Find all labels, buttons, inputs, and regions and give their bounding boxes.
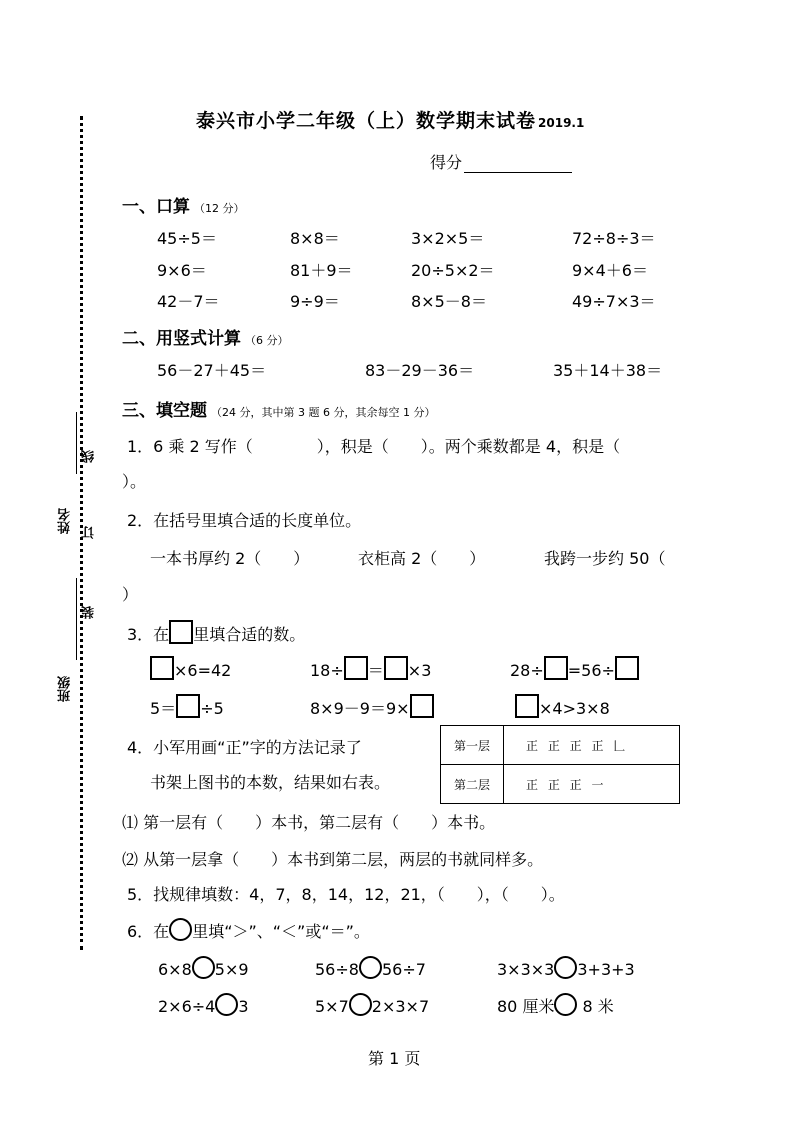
section-3-title: 三、填空题 （24 分，其中第 3 题 6 分，其余每空 1 分） [122,401,436,421]
compare-item: 3×3×3 3+3+3 [497,956,635,979]
calc-item: 20÷5×2＝ [411,261,495,280]
answer-box[interactable] [384,656,408,680]
answer-circle[interactable] [192,956,215,979]
q3-item: 18÷ ＝ ×3 [310,656,431,681]
answer-box[interactable] [169,620,193,644]
question-4-line2: 书架上图书的本数，结果如右表。 [150,773,391,792]
compare-item: 2×6÷4 3 [158,993,249,1016]
tally-table [440,725,680,804]
calc-item: 42－7＝ [157,292,220,311]
calc-item: 9÷9＝ [290,292,340,311]
page-number: 第 1 页 [368,1049,421,1068]
q2-book: 一本书厚约 2（ ） [150,549,310,568]
answer-circle[interactable] [169,918,192,941]
vertical-calc-item: 83－29－36＝ [365,361,475,380]
class-label: 班级 [58,676,73,702]
calc-item: 72÷8÷3＝ [572,229,656,248]
name-underline [76,412,77,474]
section-1-title: 一、口算 （12 分） [122,197,245,217]
table-row [441,726,680,765]
binding-xian: 线 [82,450,97,463]
name-label: 姓名 [58,508,73,534]
compare-item: 6×8 5×9 [158,956,249,979]
vertical-calc-item: 35＋14＋38＝ [553,361,663,380]
q3-item: 8×9－9＝9× [310,694,434,719]
binding-zhuang: 装 [82,606,97,619]
q2-step: 我跨一步约 50（ [544,549,666,568]
calc-item: 8×5－8＝ [411,292,487,311]
question-2: 2．在括号里填合适的长度单位。 [127,511,362,530]
answer-box[interactable] [615,656,639,680]
question-5: 5．找规律填数：4，7，8，14，12，21，（ ），（ ）。 [127,885,565,904]
vertical-calc-item: 56－27＋45＝ [157,361,267,380]
calc-item: 81＋9＝ [290,261,353,280]
question-4-1: ⑴ 第一层有（ ）本书，第二层有（ ）本书。 [122,813,496,832]
page-title: 泰兴市小学二年级（上）数学期末试卷 2019.1 [196,110,585,132]
question-4: 4．小军用画“正”字的方法记录了 [127,738,362,757]
calc-item: 49÷7×3＝ [572,292,656,311]
q2-end: ） [122,585,139,604]
question-3: 3．在 里填合适的数。 [127,620,305,645]
tally-head: 第一层 [441,726,504,765]
calc-item: 8×8＝ [290,229,340,248]
binding-ding: 订 [82,526,97,539]
calc-item: 45÷5＝ [157,229,217,248]
tally-value: 正 正 正 一 [504,765,680,804]
answer-box[interactable] [176,694,200,718]
answer-box[interactable] [544,656,568,680]
q3-item: 28÷ =56÷ [510,656,639,680]
compare-item: 5×7 2×3×7 [315,993,429,1016]
calc-item: 9×6＝ [157,261,207,280]
q3-item: ×4>3×8 [515,694,610,718]
title-year: 2019.1 [538,116,585,130]
answer-box[interactable] [515,694,539,718]
calc-item: 3×2×5＝ [411,229,485,248]
answer-box[interactable] [410,694,434,718]
answer-circle[interactable] [215,993,238,1016]
calc-item: 9×4＋6＝ [572,261,648,280]
compare-item: 80 厘米 8 米 [497,993,614,1017]
score-field: 得分 [430,150,572,173]
tally-value: 正 正 正 正 𠃊 [504,726,680,765]
section-2-title: 二、用竖式计算 （6 分） [122,329,289,349]
question-1: 1．6 乘 2 写作（ ），积是（ ）。两个乘数都是 4，积是（ [127,437,621,456]
q3-item: ×6=42 [150,656,231,680]
class-underline [76,578,77,660]
question-6: 6．在 里填“＞”、“＜”或“＝”。 [127,918,370,942]
tally-head: 第二层 [441,765,504,804]
answer-circle[interactable] [359,956,382,979]
q3-item: 5＝ ÷5 [150,694,224,719]
question-1-end: ）。 [122,472,147,491]
answer-circle[interactable] [349,993,372,1016]
answer-circle[interactable] [554,993,577,1016]
table-row [441,765,680,804]
question-4-2: ⑵ 从第一层拿（ ）本书到第二层，两层的书就同样多。 [122,850,544,869]
answer-circle[interactable] [554,956,577,979]
answer-box[interactable] [150,656,174,680]
compare-item: 56÷8 56÷7 [315,956,426,979]
answer-box[interactable] [344,656,368,680]
q2-wardrobe: 衣柜高 2（ ） [358,549,486,568]
